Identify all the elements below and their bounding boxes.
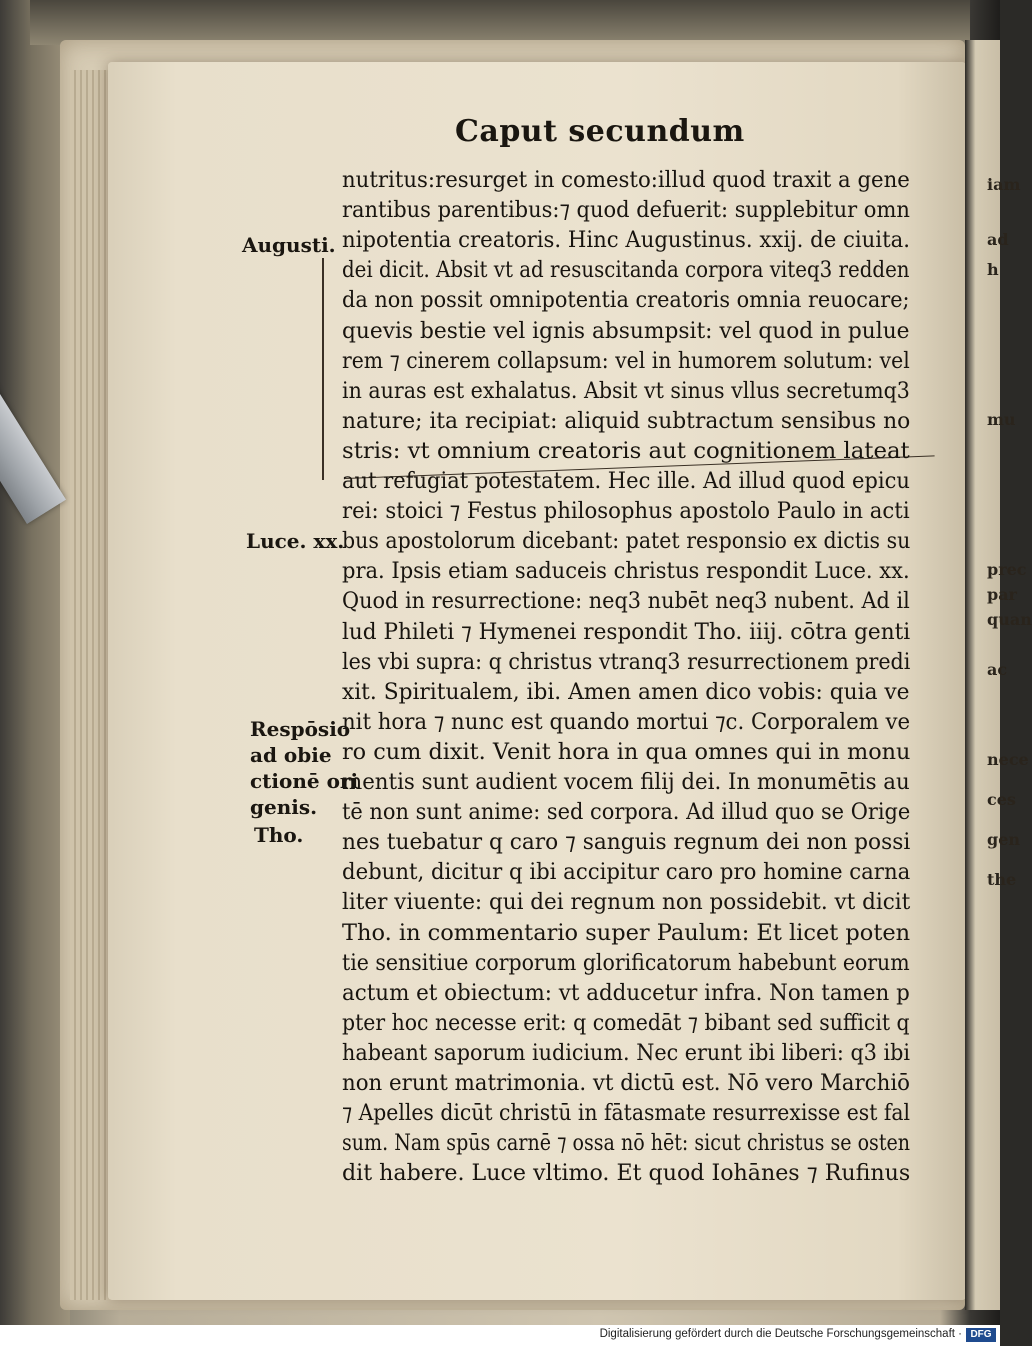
- text-line: ⁊ Apelles dicūt christū in fātasmate resurrexisse est fal: [342, 1100, 911, 1127]
- text-line: pra. Ipsis etiam saduceis christus respondit Luce. xx.: [342, 558, 910, 585]
- text-line: nipotentia creatoris. Hinc Augustinus. xxij. de ciuita.: [342, 227, 910, 254]
- text-line: quevis bestie vel ignis absumpsit: vel quod in pulue: [342, 317, 910, 344]
- text-line: non erunt matrimonia. vt dictū est. Nō vero Marchiō: [342, 1070, 910, 1096]
- margin-note: ctionē ori: [250, 769, 359, 793]
- text-line: rantibus parentibus:⁊ quod defuerit: supplebitur omn: [342, 197, 910, 224]
- text-line: rem ⁊ cinerem collapsum: vel in humorem solutum: vel: [342, 347, 910, 374]
- text-line: actum et obiectum: vt adducetur infra. Non tamen p: [342, 979, 910, 1006]
- text-line: Tho. in commentario super Paulum: Et licet poten: [342, 919, 911, 946]
- text-line: dei dicit. Absit vt ad resuscitanda corpora viteq3 redden: [342, 257, 910, 284]
- margin-note: genis.: [250, 795, 318, 819]
- text-line: rei: stoici ⁊ Festus philosophus apostolo Paulo in acti: [342, 498, 910, 525]
- next-page-fragment: par: [987, 585, 1017, 604]
- next-page-fragment: ac: [987, 660, 1008, 679]
- text-line: Quod in resurrectione: neq3 nubēt neq3 nubent. Ad il: [342, 588, 910, 615]
- text-line: liter viuente: qui dei regnum non possidebit. vt dicit: [342, 889, 911, 916]
- margin-note: Respōsio: [250, 717, 351, 741]
- margin-note: Luce. xx.: [246, 529, 345, 553]
- text-line: xit. Spiritualem, ibi. Amen amen dico vobis: quia ve: [342, 678, 910, 705]
- next-page-edge: [965, 40, 1032, 1310]
- text-line: les vbi supra: q christus vtranq3 resurrectionem predi: [342, 648, 911, 675]
- text-line: nit hora ⁊ nunc est quando mortui ⁊c. Corporalem ve: [342, 708, 911, 735]
- text-line: habeant saporum iudicium. Nec erunt ibi liberi: q3 ibi: [342, 1039, 910, 1066]
- next-page-fragment: ad: [987, 230, 1009, 249]
- text-line: stris: vt omnium creatoris aut cognitionem lateat: [342, 437, 910, 464]
- text-line: in auras est exhalatus. Absit vt sinus vllus secretumq3: [342, 377, 910, 404]
- next-page-fragment: gen: [987, 830, 1020, 849]
- margin-bracket: [322, 258, 340, 480]
- next-page-fragment: iam: [987, 175, 1021, 194]
- margin-note: ad obie: [250, 743, 332, 767]
- text-line: lud Phileti ⁊ Hymenei respondit Tho. iiij. cōtra genti: [342, 618, 911, 645]
- page-header: Caput secundum: [455, 114, 745, 149]
- text-line: aut refugiat potestatem. Hec ille. Ad illud quod epicu: [342, 468, 910, 494]
- text-line: nature; ita recipiat: aliquid subtractum sensibus no: [342, 407, 911, 434]
- footer-bar: [0, 1325, 1000, 1346]
- text-line: mentis sunt audient vocem filij dei. In monumētis au: [342, 769, 910, 795]
- next-page-fragment: h: [987, 260, 999, 279]
- text-line: sum. Nam spūs carnē ⁊ ossa nō hēt: sicut christus se osten: [342, 1130, 910, 1157]
- text-line: pter hoc necesse erit: q comedāt ⁊ bibant sed sufficit q: [342, 1009, 910, 1036]
- margin-note: Tho.: [254, 823, 304, 847]
- next-page-fragment: ces: [987, 790, 1016, 809]
- text-line: ro cum dixit. Venit hora in qua omnes qui in monu: [342, 738, 911, 765]
- text-line: nes tuebatur q caro ⁊ sanguis regnum dei non possi: [342, 829, 911, 856]
- margin-note: Augusti.: [242, 233, 336, 257]
- text-line: debunt, dicitur q ibi accipitur caro pro homine carna: [342, 859, 911, 886]
- text-line: dit habere. Luce vltimo. Et quod Iohānes ⁊ Rufinus: [342, 1160, 911, 1187]
- text-line: tē non sunt anime: sed corpora. Ad illud quo se Orige: [342, 799, 911, 826]
- text-line: da non possit omnipotentia creatoris omnia reuocare;: [342, 287, 910, 314]
- footer-credit: Digitalisierung gefördert durch die Deutsche Forschungsgemeinschaft ·: [599, 1328, 962, 1340]
- next-page-fragment: the: [987, 870, 1017, 889]
- text-line: tie sensitiue corporum glorificatorum habebunt eorum: [342, 949, 910, 976]
- dfg-logo: DFG: [966, 1328, 996, 1342]
- next-page-fragment: prec: [987, 560, 1027, 579]
- next-page-fragment: quan: [987, 610, 1032, 629]
- next-page-fragment: mu: [987, 410, 1016, 429]
- text-line: bus apostolorum dicebant: patet responsio ex dictis su: [342, 528, 911, 555]
- text-line: nutritus:resurget in comesto:illud quod traxit a gene: [342, 167, 910, 193]
- book-binding-top: [30, 0, 970, 45]
- next-page-fragment: nece: [987, 750, 1029, 769]
